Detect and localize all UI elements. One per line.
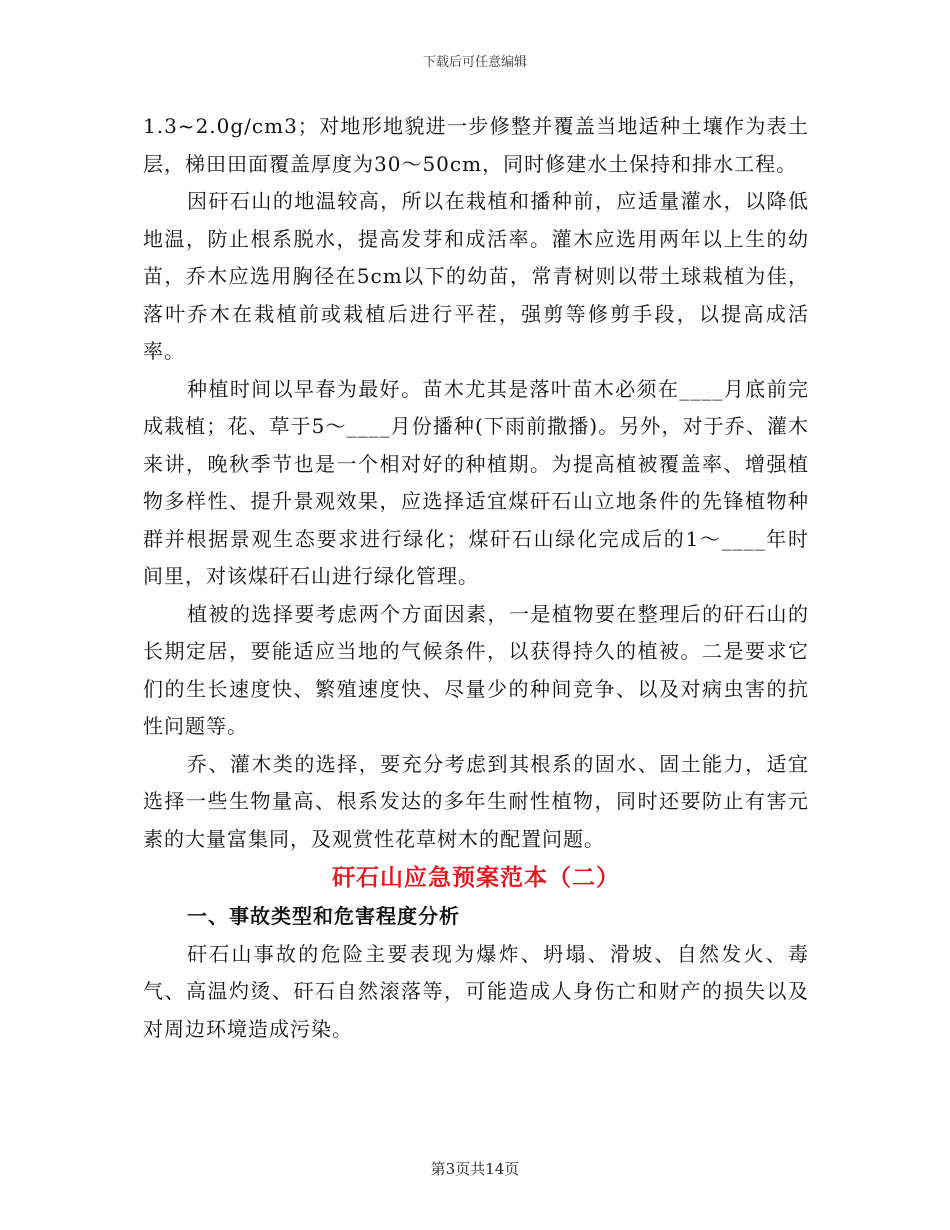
paragraph-watering: 因矸石山的地温较高，所以在栽植和播种前，应适量灌水，以降低地温，防止根系脱水，提高发芽和成活率。灌木应选用两年以上生的幼苗，乔木应选用胸径在5cm以下的幼苗，常青树则以带土球栽植为佳，落叶乔木在栽植前或栽植后进行平茬，强剪等修剪手段，以提高成活率。 — [143, 189, 809, 363]
page-footer: 第3页共14页 — [430, 1160, 520, 1178]
section-title: 矸石山应急预案范本（二） — [332, 864, 620, 891]
paragraph-soil-cover: 1.3~2.0g/cm3；对地形地貌进一步修整并覆盖当地适种土壤作为表土层，梯田田面覆盖厚度为30～50cm，同时修建水土保持和排水工程。 — [143, 114, 809, 176]
document-body — [143, 108, 809, 1048]
paragraph-shrub-selection: 乔、灌木类的选择，要充分考虑到其根系的固水、固土能力，适宜选择一些生物量高、根系发达的多年生耐性植物，同时还要防止有害元素的大量富集同，及观赏性花草树木的配置问题。 — [143, 751, 809, 851]
paragraph-vegetation-selection: 植被的选择要考虑两个方面因素，一是植物要在整理后的矸石山的长期定居，要能适应当地的气候条件，以获得持久的植被。二是要求它们的生长速度快、繁殖速度快、尽量少的种间竞争、以及对病虫害的抗性问题等。 — [143, 601, 809, 738]
paragraph-accident-hazards: 矸石山事故的危险主要表现为爆炸、坍塌、滑坡、自然发火、毒气、高温灼烫、矸石自然滚落等，可能造成人身伤亡和财产的损失以及对周边环境造成污染。 — [143, 941, 809, 1041]
paragraph-planting-time: 种植时间以早春为最好。苗木尤其是落叶苗木必须在____月底前完成栽植；花、草于5～____月份播种(下雨前撒播)。另外，对于乔、灌木来讲，晚秋季节也是一个相对好的种植期。为提高植被覆盖率、增强植物多样性、提升景观效果，应选择适宜煤矸石山立地条件的先锋植物种群并根据景观生态要求进行绿化；煤矸石山绿化完成后的1～____年时间里，对该煤矸石山进行绿化管理。 — [143, 376, 809, 588]
subsection-title: 一、事故类型和危害程度分析 — [187, 904, 460, 928]
page-header: 下载后可任意编辑 — [422, 55, 527, 70]
